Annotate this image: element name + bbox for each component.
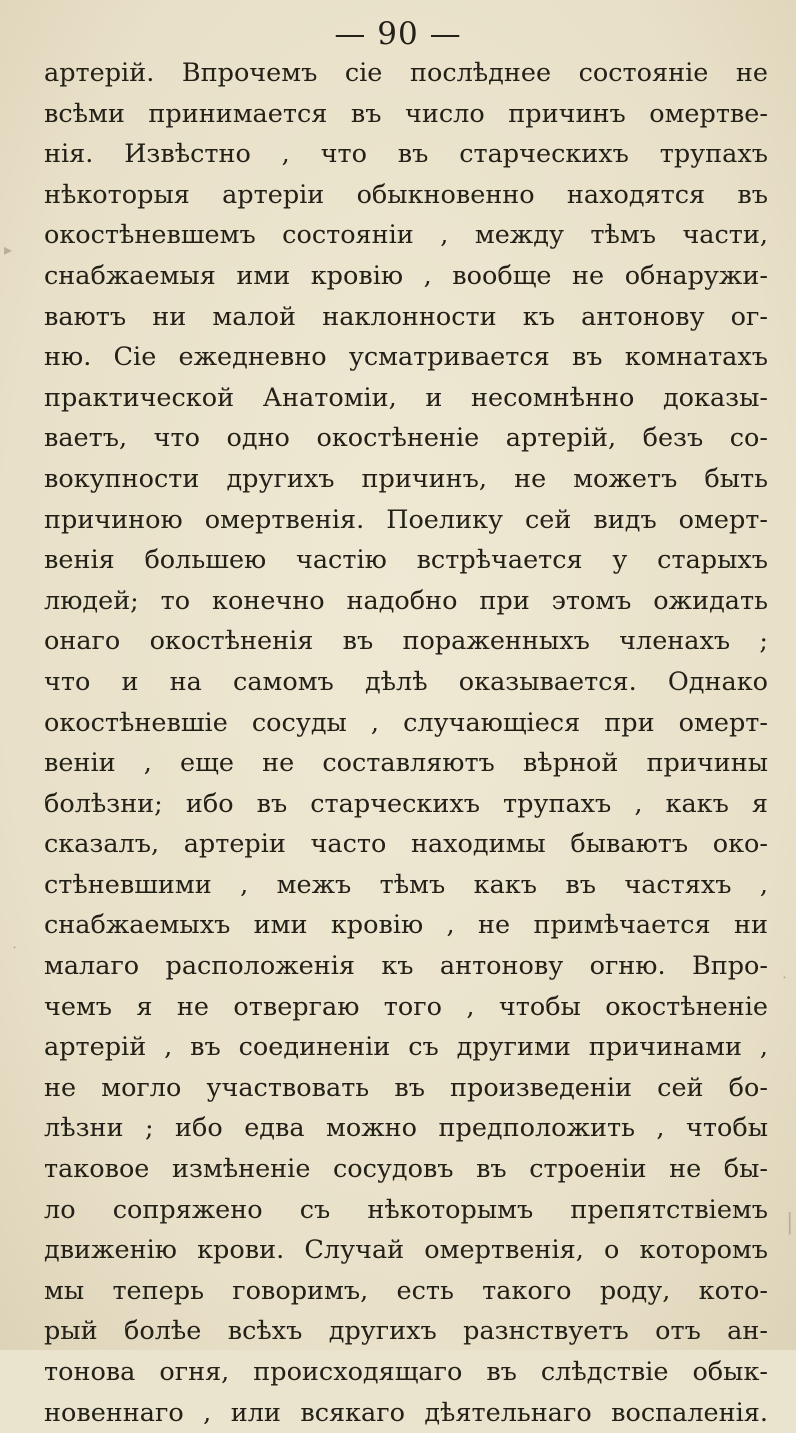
text-line: сказалъ, артеріи часто находимы бываютъ око- [44, 829, 768, 860]
text-line: ло сопряжено съ нѣкоторымъ препятствіемъ [44, 1194, 768, 1225]
text-line: лѣзни ; ибо едва можно предположить , чтобы [44, 1113, 768, 1144]
text-line: венія большею частію встрѣчается у старыхъ [44, 545, 768, 576]
paper-speck: | [786, 1210, 794, 1235]
text-line: мы теперь говоримъ, есть такого роду, кото- [44, 1275, 768, 1306]
text-line: ваетъ, что одно окостѣненіе артерій, безъ со- [44, 423, 768, 454]
text-line: таковое измѣненіе сосудовъ въ строеніи не бы- [44, 1154, 768, 1185]
text-line: всѣми принимается въ число причинъ омертве- [44, 98, 768, 129]
text-line: онаго окостѣненія въ пораженныхъ членахъ ; [44, 626, 768, 657]
text-line: тонова огня, происходящаго въ слѣдствіе обык- [44, 1357, 768, 1387]
text-line: окостѣневшемъ состояніи , между тѣмъ части, [44, 220, 768, 251]
text-line: артерій , въ соединеніи съ другими причинами , [44, 1032, 768, 1063]
text-line: людей; то конечно надобно при этомъ ожидать [44, 585, 768, 616]
paper-speck: · [782, 968, 788, 987]
text-line: артерій. Впрочемъ сіе послѣднее состояніе не [44, 58, 768, 88]
paper-speck: · [12, 938, 18, 957]
text-line: малаго расположенія къ антонову огню. Впро- [44, 951, 768, 982]
text-line: рый болѣе всѣхъ другихъ разнствуетъ отъ ан- [44, 1316, 768, 1347]
text-line: вокупности другихъ причинъ, не можетъ быть [44, 463, 768, 494]
body-text [44, 53, 768, 1433]
text-line: болѣзни; ибо въ старческихъ трупахъ , какъ я [44, 788, 768, 819]
text-line: движенію крови. Случай омертвенія, о которомъ [44, 1235, 768, 1266]
paper-speck: ▸ [4, 240, 13, 259]
text-line: снабжаемыя ими кровію , вообще не обнаружи- [44, 260, 768, 291]
text-line: практической Анатоміи, и несомнѣнно доказы- [44, 382, 768, 413]
text-line: веніи , еще не составляютъ вѣрной причины [44, 748, 768, 779]
text-line: ню. Сіе ежедневно усматривается въ комнатахъ [44, 342, 768, 373]
text-line: нія. Извѣстно , что въ старческихъ трупахъ [44, 139, 768, 170]
text-line: новеннаго , или всякаго дѣятельнаго воспаленія. [44, 1397, 768, 1428]
text-line: ваютъ ни малой наклонности къ антонову ог- [44, 301, 768, 332]
text-line: окостѣневшіе сосуды , случающіеся при омерт- [44, 707, 768, 738]
text-line: что и на самомъ дѣлѣ оказывается. Однако [44, 666, 768, 697]
text-line: стѣневшими , межъ тѣмъ какъ въ частяхъ , [44, 869, 768, 900]
text-line: не могло участвовать въ произведеніи сей бо- [44, 1072, 768, 1103]
text-line: нѣкоторыя артеріи обыкновенно находятся въ [44, 179, 768, 210]
text-line: снабжаемыхъ ими кровію , не примѣчается ни [44, 910, 768, 941]
text-line: чемъ я не отвергаю того , чтобы окостѣненіе [44, 991, 768, 1022]
page-number: — 90 — [334, 16, 462, 52]
text-line: причиною омертвенія. Поелику сей видъ омерт- [44, 504, 768, 535]
